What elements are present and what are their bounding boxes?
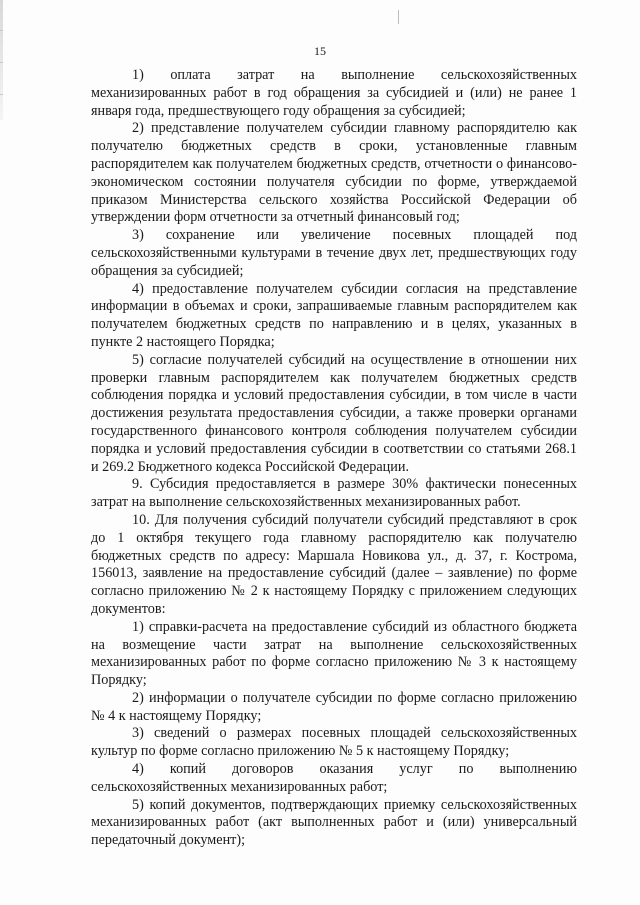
paragraph: 5) копий документов, подтверждающих приемку сельскохозяйственных механизированных работ (акт выполненных работ и (или) универсальный передаточный документ); — [91, 796, 577, 849]
paragraph: 5) согласие получателей субсидий на осуществление в отношении них проверки главным распорядителем как получателем бюджетных средств соблюдения порядка и условий предоставления субсидии, в том числе в части достижения результата предоставления субсидии, а также проверки органами государственного финансового контроля соблюдения получателем субсидии порядка и условий предоставления субсидии в соответствии со статьями 268.1 и 269.2 Бюджетного кодекса Российской Федерации. — [91, 351, 577, 475]
scan-edge-mark — [0, 94, 3, 95]
page-number: 15 — [314, 44, 326, 58]
paragraph: 4) предоставление получателем субсидии согласия на представление информации в объемах и сроки, запрашиваемые главным распорядителем как получателем бюджетных средств по направлению и в целях, указанных в пункте 2 настоящего Порядка; — [91, 280, 577, 350]
paragraph: 2) информации о получателе субсидии по форме согласно приложению № 4 к настоящему Порядку; — [91, 689, 577, 724]
paragraph: 9. Субсидия предоставляется в размере 30% фактически понесенных затрат на выполнение сельскохозяйственных механизированных работ. — [91, 476, 577, 511]
scan-edge-mark — [0, 30, 3, 31]
paragraph: 3) сохранение или увеличение посевных площадей под сельскохозяйственными культурами в течение двух лет, предшествующих году обращения за субсидией; — [91, 227, 577, 279]
paragraph: 10. Для получения субсидий получатели субсидий представляют в срок до 1 октября текущего года главному распорядителю как получателю бюджетных средств по адресу: Маршала Новикова ул., д. 37, г. Кострома, 156013, заявление на предоставление субсидий (далее – заявление) по форме согласно приложению № 2 к настоящему Порядку с приложением следующих документов: — [91, 511, 577, 617]
scan-edge-shadow — [0, 0, 3, 120]
scan-artifact-mark — [398, 10, 399, 24]
paragraph: 1) оплата затрат на выполнение сельскохозяйственных механизированных работ в год обращения за субсидией и (или) не ранее 1 января года, предшествующего году обращения за субсидией; — [91, 67, 577, 119]
paragraph: 3) сведений о размерах посевных площадей сельскохозяйственных культур по форме согласно приложению № 5 к настоящему Порядку; — [91, 725, 577, 760]
paragraph: 2) представление получателем субсидии главному распорядителю как получателю бюджетных средств в сроки, установленные главным распорядителем как получателем бюджетных средств, отчетности о финансово-экономическом состоянии получателя субсидии по форме, утверждаемой приказом Министерства сельского хозяйства Российской Федерации об утверждении форм отчетности за отчетный финансовый год; — [91, 120, 577, 226]
scan-edge-mark — [0, 62, 3, 63]
paragraph: 4) копий договоров оказания услуг по выполнению сельскохозяйственных механизированных работ; — [91, 761, 577, 795]
paragraph: 1) справки-расчета на предоставление субсидий из областного бюджета на возмещение части затрат на выполнение сельскохозяйственных механизированных работ по форме согласно приложению № 3 к настоящему Порядку; — [91, 618, 577, 689]
document-body — [91, 67, 577, 850]
